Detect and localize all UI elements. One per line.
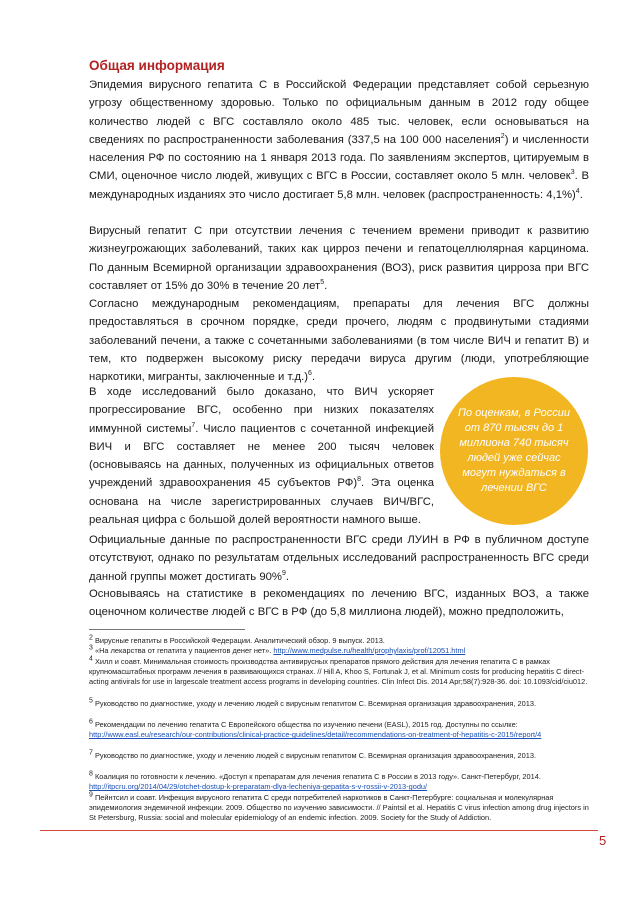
page-number: 5 <box>599 833 607 848</box>
paragraph-hiv-coinfection: В ходе исследований было доказано, что ВИЧ ускоряет прогрессирование ВГС, особенно при низких показателях иммунной системы$^7$. Число пациентов с сочетанной инфекцией ВИЧ и ВГС составляет не менее 200 тысяч человек (основываясь на данных, полученных из официальных ответов учреждений здравоохранения 45 субъектов РФ)$^8$. Эта оценка основана на числе зарегистрированных случаев ВИЧ/ВГС, реальная цифра с большой долей вероятности намного выше. <box>89 386 435 527</box>
page-footer-rule <box>40 830 598 831</box>
footnote-3-link[interactable]: http://www.medpulse.ru/health/prophylaxis/prof/12051.html <box>273 646 466 655</box>
footnote-8: $^8$ Коалиция по готовности к лечению. «Доступ к препаратам для лечения гепатита С в России в 2013 году». Санкт-Петербург, 2014. http://itpcru.org/2014/04/29/otchet-dostup-k-preparatam-dlya-lecheniya-gepatita-s-v-rossii-v-2013-godu/ <box>89 770 541 792</box>
footnote-divider <box>89 629 245 630</box>
footnote-6-link[interactable]: http://www.easl.eu/research/our-contributions/clinical-practice-guidelines/detail/recommendations-on-treatment-of-hepatitis-c-2015/report/4 <box>89 730 542 740</box>
footnote-5: $^5$ Руководство по диагностике, уходу и лечению людей с вирусным гепатитом С. Всемирная организация здравоохранения, 2013. <box>89 697 537 708</box>
footnote-2: $^2$ Вирусные гепатиты в Российской Федерации. Аналитический обзор. 9 выпуск. 2013. <box>89 634 385 645</box>
paragraph-luin-prevalence: Официальные данные по распространенности ВГС среди ЛУИН в РФ в публичном доступе отсутствуют, однако по результатам отдельных исследований распространенность ВГС среди данной группы может достигать 90%$^9$. <box>89 534 589 583</box>
paragraph-who-statistics: Основываясь на статистике в рекомендациях по лечению ВГС, изданных ВОЗ, а также оценочном количестве людей с ВГС в РФ (до 5,8 миллиона людей), можно предположить, <box>89 588 589 619</box>
section-heading: Общая информация <box>89 58 225 73</box>
footnote-9: $^9$ Пейнтсил и соавт. Инфекция вирусного гепатита С среди потребителей наркотиков в Санкт-Петербурге: социальная и молекулярная эпидемиология эндемичной инфекции. 2009. Общество по изучению зависимости. // Paintsil et al. Hepatitis C virus infection among drug injectors in St Petersburg, Russia: social and molecular epidemiology of an endemic infection. 2009. Society for the Study of Addiction. <box>89 791 589 823</box>
footnote-7: $^7$ Руководство по диагностике, уходу и лечению людей с вирусным гепатитом С. Всемирная организация здравоохранения, 2013. <box>89 749 537 760</box>
callout-text: По оценкам, в России от 870 тысяч до 1 миллиона 740 тысяч людей уже сейчас могут нуждаться в лечении ВГС <box>457 407 571 494</box>
paragraph-cirrhosis-risk: Вирусный гепатит С при отсутствии лечения с течением времени приводит к развитию жизнеугрожающих заболеваний, таких как цирроз печени и гепатоцеллюлярная карцинома. По данным Всемирной организации здравоохранения (ВОЗ), риск развития цирроза при ВГС составляет от 15% до 30% в течение 20 лет$^5$. <box>89 225 589 292</box>
paragraph-recommendations: Согласно международным рекомендациям, препараты для лечения ВГС должны предоставляться в срочном порядке, среди прочего, людям с продвинутыми стадиями заболеваний печени, а также с сочетанными заболеваниями (в том числе ВИЧ и гепатит В) и тем, кто подвержен высокому риску передачи вируса другим (люди, употребляющие наркотики, мигранты, заключенные и т.д.)$^6$. <box>89 298 589 384</box>
footnote-4: $^4$ Хилл и соавт. Минимальная стоимость производства антивирусных препаратов прямого действия для лечения гепатита С в рамках крупномасштабных программ лечения в развивающихся странах. // Hill A, Khoo S, Fortunak J, et al. Minimum costs for producing hepatitis C direct-acting antivirals for use in largescale treatment access programs in developing countries. Clin Infect Dis. 2014 Apr;58(7):928-36. doi: 10.1093/cid/ciu012. <box>89 655 588 687</box>
footnote-6: $^6$ Рекомендации по лечению гепатита С Европейского общества по изучению печени (EASL), 2015 год. Доступны по ссылке: http://www.easl.eu/research/our-contributions/clinical-practice-guidelines/detail/recommendations-on-treatment-of-hepatitis-c-2015/report/4 <box>89 718 542 740</box>
footnote-8-link[interactable]: http://itpcru.org/2014/04/29/otchet-dostup-k-preparatam-dlya-lecheniya-gepatita-s-v-rossii-v-2013-godu/ <box>89 782 428 792</box>
callout-circle <box>440 377 588 525</box>
footnote-3: $^3$ «На лекарства от гепатита у пациентов денег нет». http://www.medpulse.ru/health/prophylaxis/prof/12051.html <box>89 644 466 655</box>
paragraph-epidemic: Эпидемия вирусного гепатита С в Российской Федерации представляет собой серьезную угрозу общественному здоровью. Только по официальным данным в 2012 году общее количество людей с ВГС составляло около 485 тыс. человек, если основываться на сведениях по распространенности заболевания (337,5 на 100 000 населения$^2$) и численности населения РФ по состоянию на 1 января 2013 года. По заявлениям экспертов, цитируемым в СМИ, оценочное число людей, живущих с ВГС в России, составляет около 5 млн. человек$^3$. В международных изданиях это число достигает 5,8 млн. человек (распространенность: 4,1%)$^4$. <box>89 79 589 201</box>
